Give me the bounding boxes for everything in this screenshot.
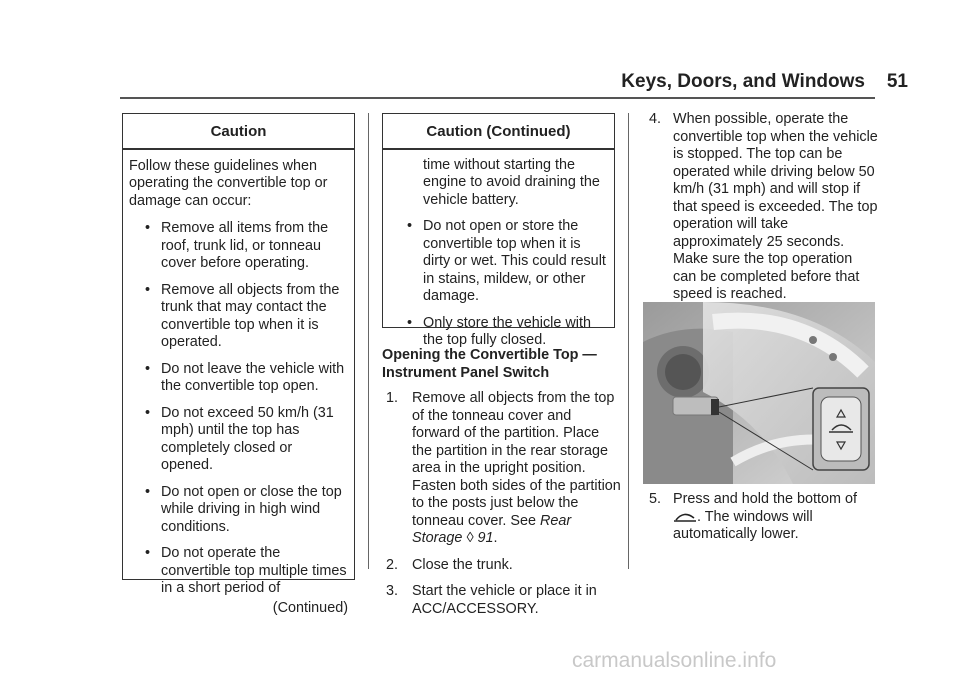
column-divider-1 bbox=[368, 113, 369, 569]
step-item: 4. When possible, operate the convertible top when the vehicle is stopped. The top can be operated while driving below 50 km/h (31 mph) and will stop if that speed is exceeded. The top operation will take approximately 25 seconds. Make sure the top operation can be completed before that speed is reached. bbox=[649, 111, 878, 302]
continued-label: (Continued) bbox=[272, 599, 348, 616]
caution-bullet: • Do not operate the convertible top multiple times in a short period of bbox=[145, 545, 347, 596]
page-number: 51 bbox=[886, 71, 908, 92]
step-item: 1. Remove all objects from the top of the tonneau cover and forward of the partition. Place the partition in the rear storage area in the upright position. Fasten both sides of the partition to the posts just below the tonneau cover. See Rear Storage ◊ 91. bbox=[386, 390, 621, 546]
instrument-panel-switch-figure bbox=[643, 302, 875, 484]
caution-bullet: • Do not open or close the top while driving in high wind conditions. bbox=[145, 483, 342, 535]
rear-storage-link[interactable]: Rear Storage bbox=[412, 512, 572, 546]
convertible-top-icon bbox=[673, 509, 697, 523]
caution-bullet: • Remove all items from the roof, trunk lid, or tonneau cover before operating. bbox=[145, 220, 329, 271]
caution-title: Caution bbox=[210, 123, 267, 140]
caution-bullet: • Only store the vehicle with the top fully closed. bbox=[407, 314, 591, 348]
caution-intro: Follow these guidelines when operating the convertible top or damage can occur: bbox=[129, 157, 328, 209]
caution-bullet: • Remove all objects from the trunk that may contact the convertible top when it is operated. bbox=[145, 281, 340, 350]
caution-bullet: • Do not exceed 50 km/h (31 mph) until the top has completely closed or opened. bbox=[145, 404, 334, 473]
caution-continued-title: Caution (Continued) bbox=[426, 123, 571, 140]
caution-continued-text: time without starting the engine to avoid draining the vehicle battery. bbox=[423, 156, 600, 208]
caution-box bbox=[122, 113, 355, 616]
caution-bullet: • Do not open or store the convertible top when it is dirty or wet. This could result in stains, mildew, or other damage. bbox=[407, 218, 606, 304]
step-item: 3. Start the vehicle or place it in ACC/ACCESSORY. bbox=[386, 583, 597, 617]
caution-bullet: • Do not leave the vehicle with the convertible top open. bbox=[145, 360, 345, 394]
step-item: 5. Press and hold the bottom of . The windows will automatically lower. bbox=[649, 491, 857, 542]
section-column bbox=[382, 347, 622, 627]
column-divider-2 bbox=[628, 113, 629, 569]
section-heading: Opening the Convertible Top — Instrument Panel Switch bbox=[382, 347, 597, 381]
header-rule bbox=[120, 97, 875, 99]
watermark: carmanualsonline.info bbox=[572, 649, 777, 672]
page-reference: ◊ 91 bbox=[466, 530, 494, 546]
running-header-title: Keys, Doors, and Windows bbox=[621, 71, 865, 92]
step-item: 2. Close the trunk. bbox=[386, 556, 513, 573]
caution-continued-box bbox=[382, 113, 615, 348]
